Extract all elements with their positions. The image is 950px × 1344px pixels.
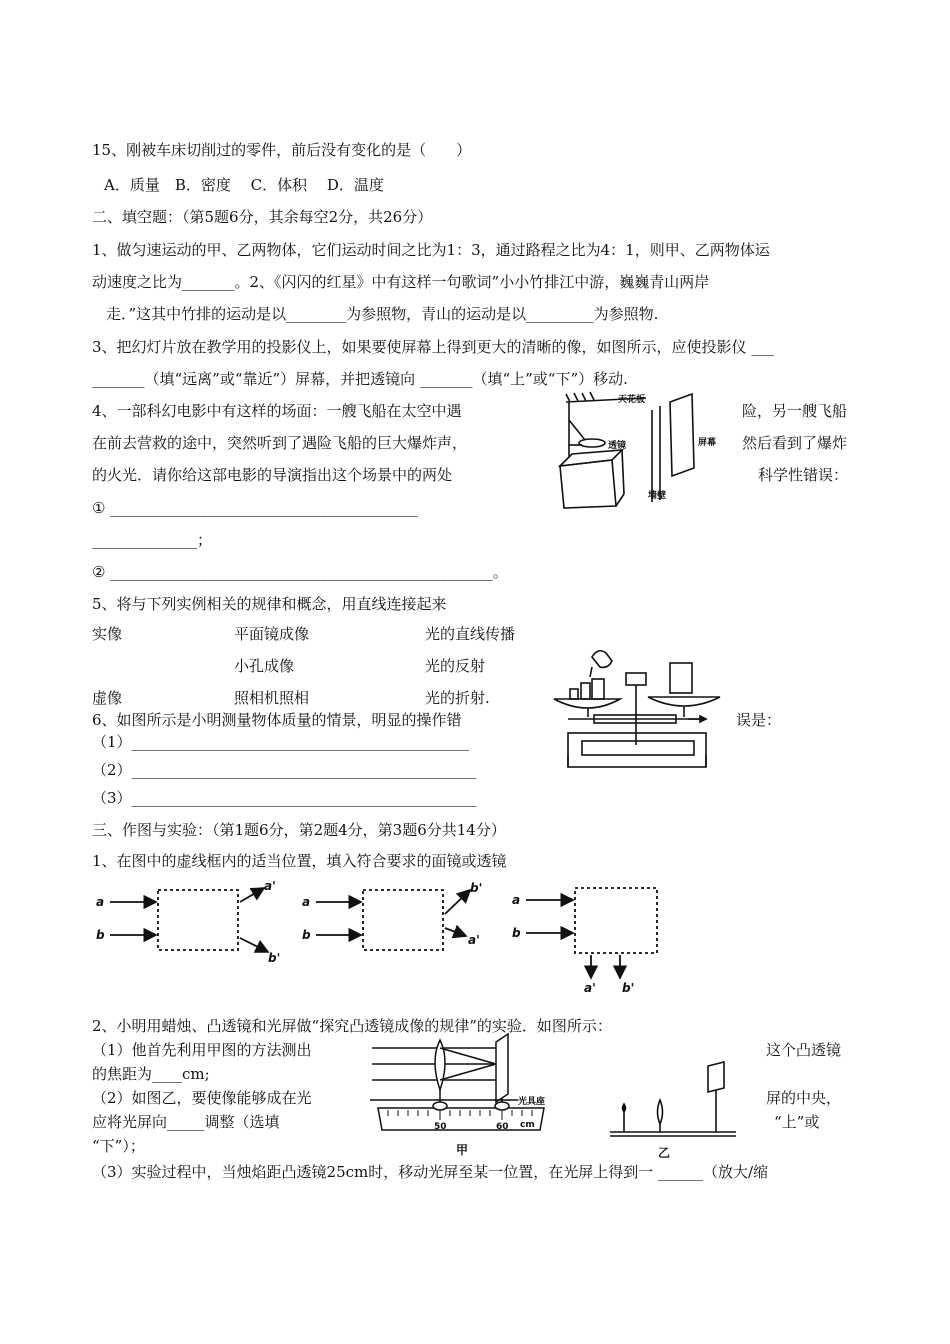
s2-q4-blank1b: ______________； [92,531,213,549]
s2-q6-blank1: （1）_____________________________________________ [92,733,470,751]
s2-q1-line3: 走．”这其中竹排的运动是以________为参照物，青山的运动是以_________为参照物. [106,305,659,323]
s2-q6-right: 误是： [736,711,782,729]
s3-q2-2right: 屏的中央， [766,1089,842,1107]
ray-a2-2: a' [468,933,480,947]
q5-r3-c1: 虚像 [92,689,123,707]
ray-b2-2: b' [470,881,483,895]
s2-q4-right3: 科学性错误： [758,466,849,484]
s3-q1: 1、在图中的虚线框内的适当位置，填入符合要求的面镜或透镜 [92,852,507,870]
ray-b-3: b [512,926,521,940]
q5-r1-c1: 实像 [92,625,123,643]
s2-q1-line2: 动速度之比为_______。2、《闪闪的红星》中有这样一句歌词”小小竹排江中游，巍巍青山两岸 [92,273,710,291]
ray-a-3: a [512,893,521,907]
s2-q3-line1: 3、把幻灯片放在教学用的投影仪上，如果要使屏幕上得到更大的清晰的像，如图所示，应使投影仪 ___ [92,338,774,356]
label-wall: 墙壁 [648,491,667,501]
s2-q6-stem: 6、如图所示是小明测量物体质量的情景，明显的操作错 [92,711,462,729]
s2-q4-left1: 4、一部科幻电影中有这样的场面：一艘飞船在太空中遇 [92,402,462,420]
q15-options: A．质量 B．密度 C．体积 D．温度 [104,176,384,194]
s2-q4-right1: 险，另一艘飞船 [742,402,848,420]
q5-r2-c3: 光的反射 [425,657,486,675]
q5-r3-c3: 光的折射. [425,689,490,707]
box-1 [158,890,238,950]
s2-q1-line1: 1、做匀速运动的甲、乙两物体，它们运动时间之比为1：3，通过路程之比为4：1，则甲、乙两物体运 [92,241,770,259]
s2-q4-blank2: ② ___________________________________________________。 [92,563,508,581]
label-lens: 透镜 [608,441,627,451]
label-yi: 乙 [658,1146,671,1160]
s3-q2-2a: （2）如图乙，要使像能够成在光 [92,1089,312,1107]
s3-q2-3: （3）实验过程中，当烛焰距凸透镜25cm时，移动光屏至某一位置，在光屏上得到一 ______（放大/缩 [92,1163,769,1181]
ray-a-1: a [96,895,105,909]
ray-b-1: b [96,928,105,942]
s2-q4-right2: 然后看到了爆炸 [742,434,848,452]
ray-diagrams [88,878,688,998]
label-ceiling: 天花板 [618,395,646,405]
label-screen: 屏幕 [698,438,717,448]
ray-b2-3: b' [622,981,635,995]
q5-r2-c2: 小孔成像 [234,657,295,675]
figure-jia [368,1030,568,1160]
tick-60: 60 [496,1122,509,1132]
s2-q6-blank3: （3）______________________________________________ [92,789,477,807]
ray-a-2: a [302,895,311,909]
box-3 [575,888,657,953]
section2-title: 二、填空题：（第5题6分，其余每空2分，共26分） [92,208,433,226]
projector-figure [552,390,732,515]
box-2 [363,890,443,950]
ray-a2-3: a' [584,981,596,995]
s3-q2-1right: 这个凸透镜 [766,1041,842,1059]
figure-yi [606,1060,746,1160]
section3-title: 三、作图与实验：（第1题6分，第2题4分，第3题6分共14分） [92,821,506,839]
s2-q5-title: 5、将与下列实例相关的规律和概念，用直线连接起来 [92,595,447,613]
s2-q3-line2: _______（填“远离”或“靠近”）屏幕，并把透镜向 _______（填“上”或“下”）移动. [92,370,628,388]
s2-q4-left3: 的火光．请你给这部电影的导演指出这个场景中的两处 [92,466,453,484]
s3-q2-2b: 应将光屏向_____调整（选填 [92,1113,280,1131]
bench-label: 光具座 [518,1097,546,1107]
ray-a2-1: a' [264,879,276,893]
q5-r1-c2: 平面镜成像 [234,625,310,643]
s2-q4-blank1: ① _________________________________________ [92,499,418,517]
balance-figure [548,645,728,770]
s3-q2-1a: （1）他首先利用甲图的方法测出 [92,1041,312,1059]
q5-r1-c3: 光的直线传播 [425,625,516,643]
s3-q2-2bright: “上”或 [774,1113,820,1131]
s3-q2-2c: “下”）； [92,1137,145,1155]
label-jia: 甲 [456,1143,469,1157]
ray-b-2: b [302,928,311,942]
s2-q4-left2: 在前去营救的途中，突然听到了遇险飞船的巨大爆炸声， [92,434,468,452]
s3-q2-title: 2、小明用蜡烛、凸透镜和光屏做“探究凸透镜成像的规律”的实验．如图所示： [92,1017,612,1035]
tick-unit: cm [520,1120,535,1130]
ray-b2-1: b' [268,951,281,965]
tick-50: 50 [434,1122,447,1132]
s2-q6-blank2: （2）______________________________________________ [92,761,477,779]
s3-q2-1b: 的焦距为____cm; [92,1065,210,1083]
q15-stem: 15、刚被车床切削过的零件，前后没有变化的是（ ） [92,141,472,159]
q5-r3-c2: 照相机照相 [234,689,310,707]
